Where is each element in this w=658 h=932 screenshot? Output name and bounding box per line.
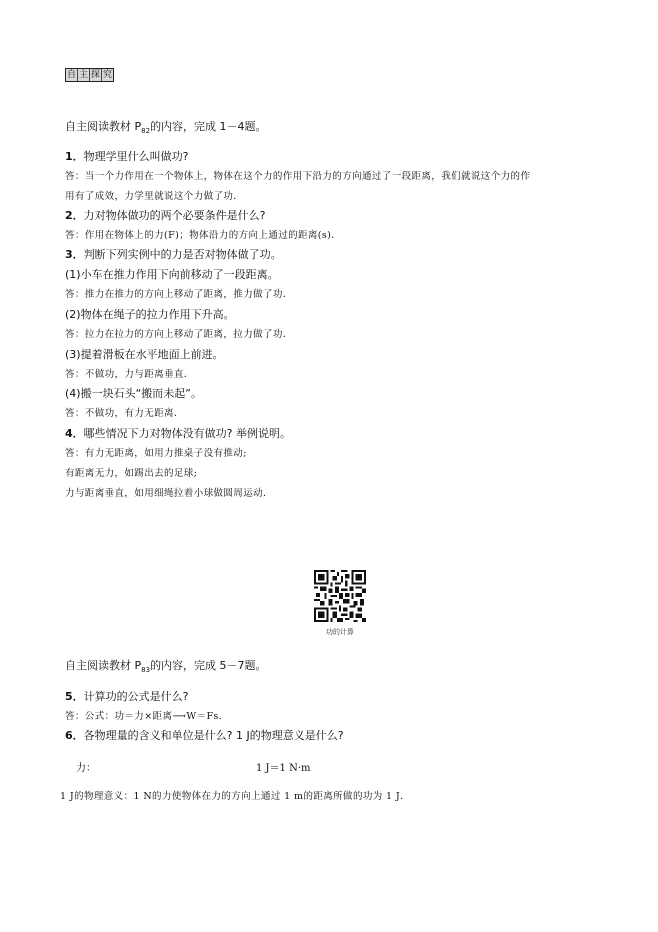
question-number: 5．: [65, 690, 84, 703]
answer-4-line-2: 有距离无力，如踢出去的足球;: [65, 468, 198, 479]
answer-1-line-1: 答：当一个力作用在一个物体上，物体在这个力的作用下沿力的方向通过了一段距离，我们就说这个力的作: [65, 171, 531, 182]
answer-3-4: 答：不做功，有力无距离．: [65, 408, 184, 419]
question-6: [65, 727, 344, 743]
question-number: 1．: [65, 150, 84, 163]
intro-page: 82: [141, 127, 151, 136]
intro-prefix: 自主阅读教材 P: [65, 120, 142, 133]
example-4: (4)搬一块石头“搬而未起”。: [65, 387, 202, 400]
question-text: 力对物体做功的两个必要条件是什么?: [83, 209, 266, 222]
intro-page: 83: [141, 666, 151, 675]
example-1: (1)小车在推力作用下向前移动了一段距离。: [65, 268, 279, 281]
answer-4-line-3: 力与距离垂直，如用细绳拉着小球做圆周运动．: [65, 488, 273, 499]
formula-label: 力：: [76, 763, 96, 774]
banner-char: 究: [103, 70, 113, 80]
question-3: [65, 246, 282, 262]
banner-char: 探: [91, 70, 101, 80]
answer-1-line-2: 用有了成效，力学里就说这个力做了功．: [65, 191, 244, 202]
question-2: [65, 207, 266, 223]
question-text: 计算功的公式是什么?: [83, 690, 189, 703]
example-3: (3)提着滑板在水平地面上前进。: [65, 348, 224, 361]
question-number: 4．: [65, 427, 84, 440]
question-text: 判断下列实例中的力是否对物体做了功。: [83, 248, 282, 261]
intro-suffix: 的内容，完成 5－7题。: [150, 659, 267, 672]
answer-6: 1 J的物理意义：1 N的力使物体在力的方向上通过 1 m的距离所做的功为 1 J．: [60, 791, 411, 802]
answer-3-3: 答：不做功，力与距离垂直．: [65, 369, 194, 380]
answer-4-line-1: 答：有力无距离，如用力推桌子没有推动;: [65, 448, 247, 459]
question-number: 2．: [65, 209, 84, 222]
banner-char: 主: [79, 70, 89, 80]
question-text: 物理学里什么叫做功?: [83, 150, 189, 163]
qr-caption: 功的计算: [326, 628, 354, 636]
question-4: [65, 425, 291, 441]
question-number: 3．: [65, 248, 84, 261]
answer-3-2: 答：拉力在拉力的方向上移动了距离，拉力做了功．: [65, 329, 293, 340]
intro-suffix: 的内容，完成 1－4题。: [150, 120, 267, 133]
question-5: [65, 688, 189, 704]
question-text: 各物理量的含义和单位是什么? 1 J的物理意义是什么?: [83, 729, 344, 742]
answer-5: 答：公式：功＝力×距离⟶W＝Fs．: [65, 711, 229, 722]
example-2: (2)物体在绳子的拉力作用下升高。: [65, 308, 235, 321]
intro-line-2: [65, 657, 267, 674]
qr-code-icon: [314, 570, 366, 622]
intro-line-1: [65, 118, 267, 135]
section-banner: [65, 68, 114, 82]
answer-3-1: 答：推力在推力的方向上移动了距离，推力做了功．: [65, 289, 293, 300]
question-text: 哪些情况下力对物体没有做功? 举例说明。: [83, 427, 291, 440]
banner-char: 自: [67, 70, 77, 80]
intro-prefix: 自主阅读教材 P: [65, 659, 142, 672]
question-1: [65, 148, 189, 164]
formula-unit: 1 J＝1 N·m: [256, 763, 311, 774]
question-number: 6．: [65, 729, 84, 742]
answer-2: 答：作用在物体上的力(F)；物体沿力的方向上通过的距离(s)．: [65, 230, 342, 241]
